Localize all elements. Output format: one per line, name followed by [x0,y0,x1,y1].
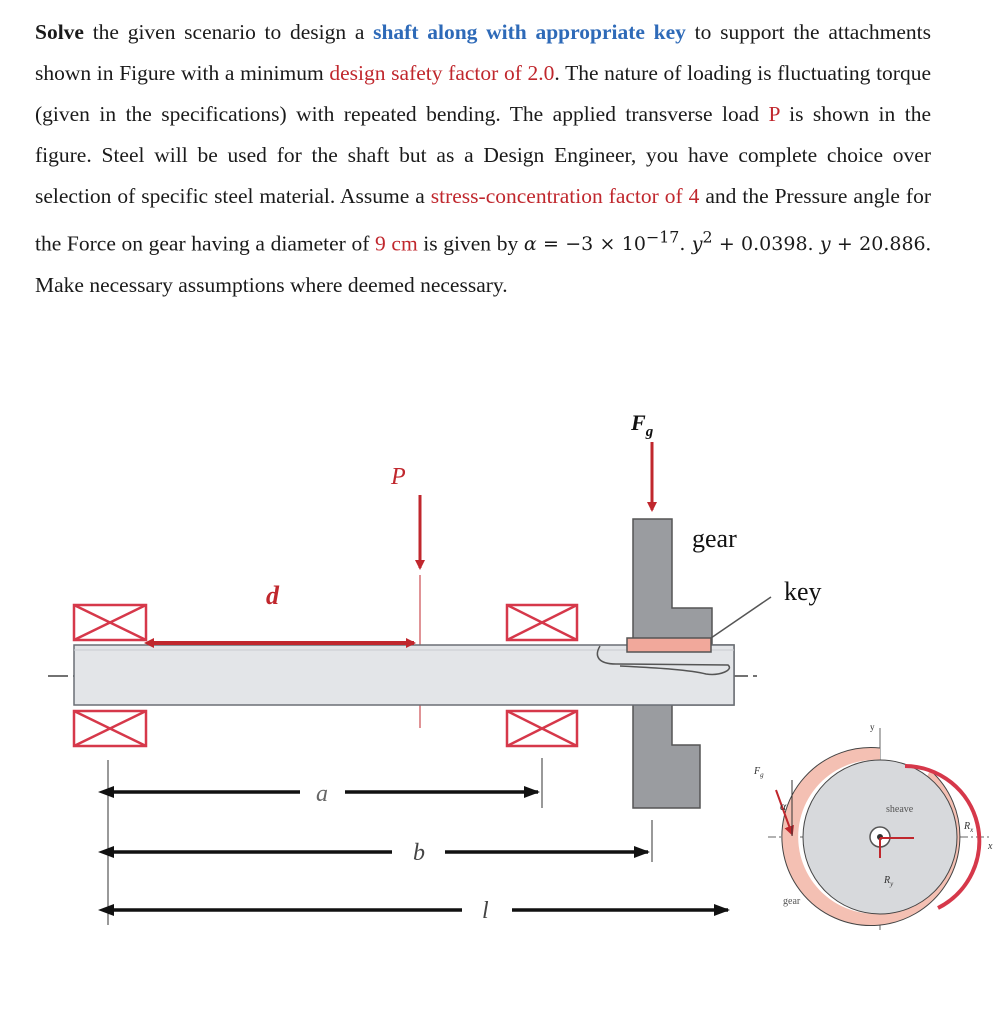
fg-force [630,410,654,510]
rx-label: $R_x$ [964,821,974,834]
eq-part: . [679,233,692,256]
eq-alpha: α [523,233,537,256]
ry-label: $R_y$ [884,875,894,888]
bearing-left-top [74,605,146,640]
fg-label: $F_g$ [631,410,654,440]
key-label: key [784,577,822,606]
bearing-right-top [507,605,577,640]
safety-factor-highlight: design safety factor of 2.0 [329,61,555,85]
text-segment: . Make necessary assumptions where deemed necessary. [35,231,931,298]
inset-gear-label: gear [783,896,801,907]
inset-x-label: x [988,841,993,852]
load-p-highlight: P [768,102,780,126]
shaft [74,645,734,705]
inset-y-label: y [870,722,875,732]
sheave-label: sheave [886,804,914,815]
b-label: b [413,840,425,866]
key-leader [711,597,771,638]
bearing-left-bottom [74,711,146,746]
text-segment: and the Pressure angle for the Force on gear having a diameter of [35,184,931,256]
text-segment: . The nature of loading is fluctuating torque (given in the specifications) with repeated bending. The applied transverse load [35,61,932,126]
eq-exponent: 2 [702,228,713,247]
stress-concentration-highlight: stress-concentration factor of 4 [430,184,700,208]
gear-diameter-highlight: 9 cm [375,231,418,256]
key [627,638,711,652]
inset-alpha-label: α [780,799,787,813]
text-segment: the given scenario to design a [83,20,374,44]
text-segment: is given by [417,231,524,256]
gear-label: gear [692,524,737,553]
shaft-key-highlight: shaft along with appropriate key [373,20,686,44]
d-label: d [266,581,279,610]
p-label: P [391,464,406,490]
eq-part: + 0.0398. [712,233,820,256]
eq-part: + 20.886 [830,233,926,256]
solve-word: Solve [35,20,84,44]
l-label: l [482,898,489,924]
eq-y: y [691,233,703,256]
eq-exponent: −17 [645,228,680,247]
text-segment: to support the attachments shown in Figure with a minimum [35,20,932,85]
a-label: a [316,781,328,807]
eq-y: y [819,233,831,256]
end-view-inset [753,722,993,930]
bearing-right-bottom [507,711,577,746]
eq-part: = −3 × 10 [536,233,646,256]
text-segment: is shown in the figure. Steel will be used for the shaft but as a Design Engineer, you have complete choice over selection of specific steel material. Assume a [35,102,931,208]
inset-fg-label: $F_g$ [754,766,764,779]
